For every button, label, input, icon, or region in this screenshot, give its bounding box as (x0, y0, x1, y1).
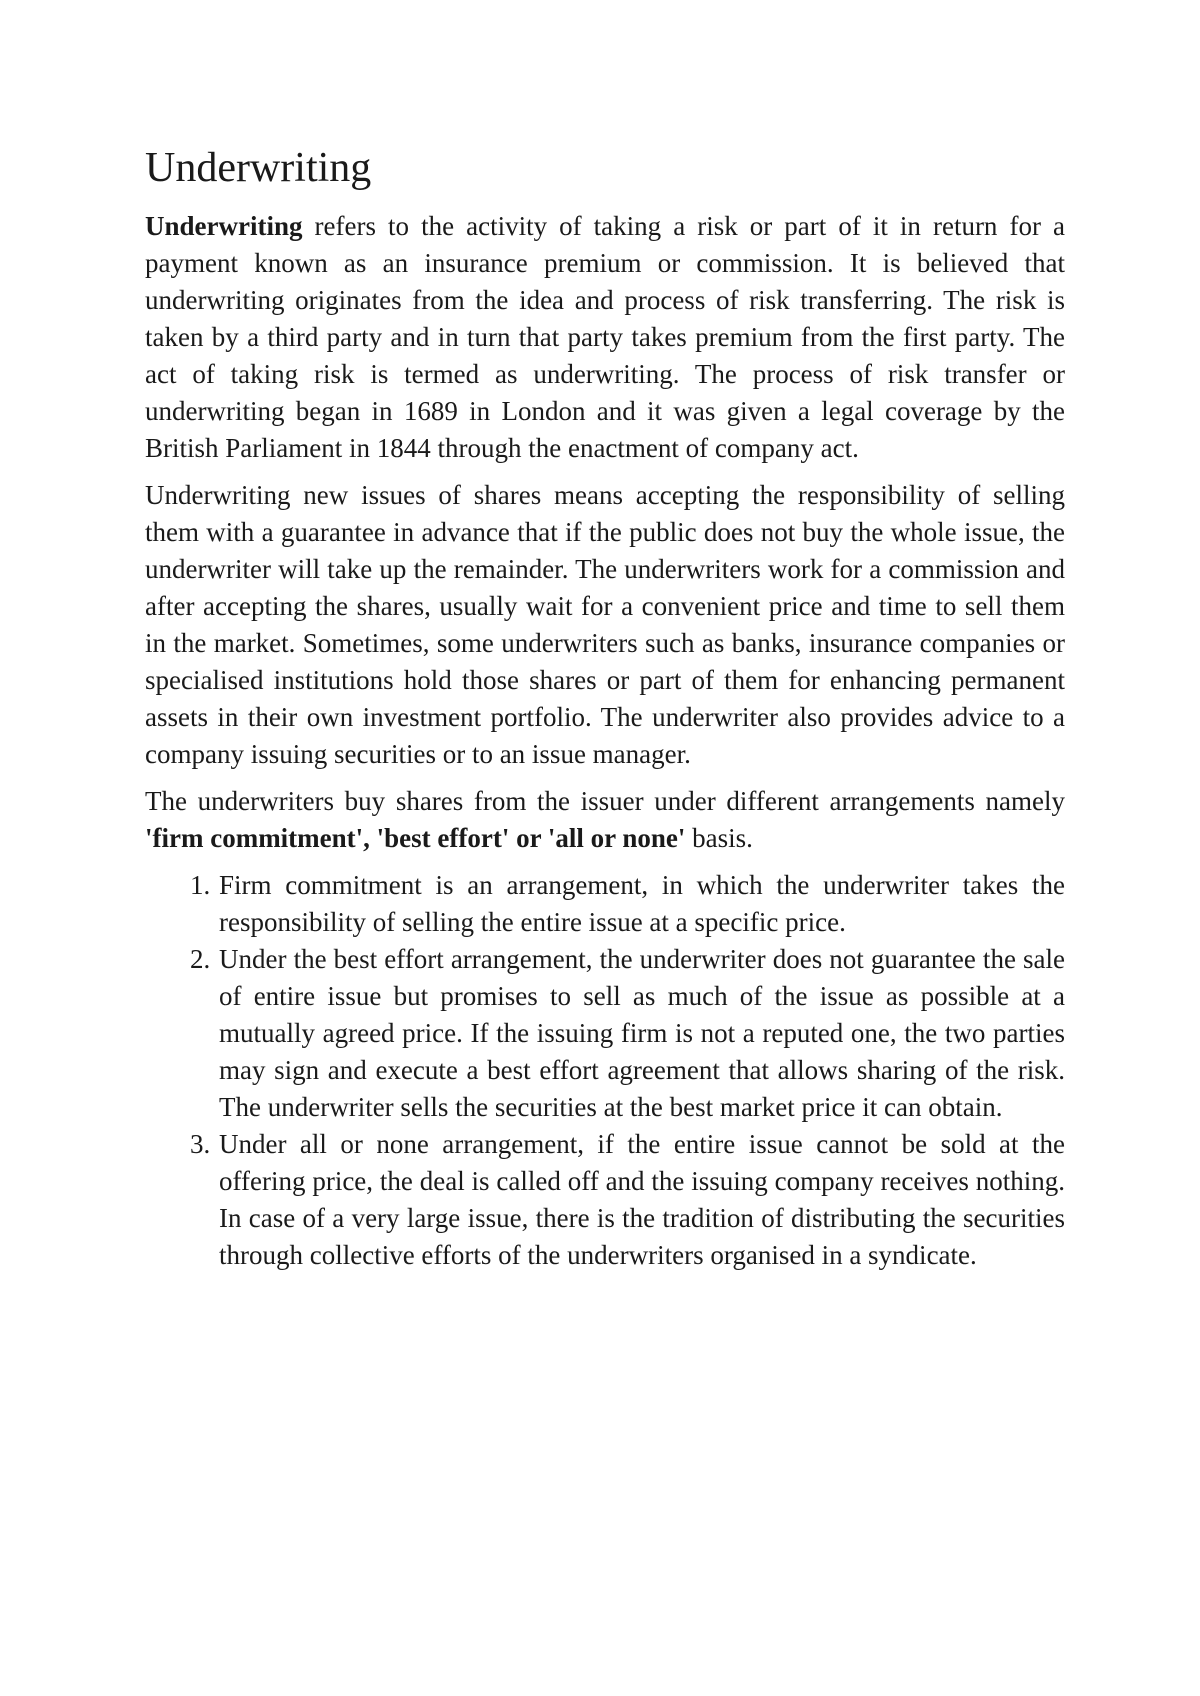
lead-term: Underwriting (145, 211, 303, 241)
document-page (145, 140, 1065, 1274)
intro-paragraph (145, 208, 1065, 467)
arrangements-list (145, 867, 1065, 1274)
intro-text: refers to the activity of taking a risk or part of it in return for a payment known as an insurance premium or commission. It is believed that underwriting originates from the idea and process of risk transferring. The risk is taken by a third party and in turn that party takes premium from the first party. The act of taking risk is termed as underwriting. The process of risk transfer or underwriting began in 1689 in London and it was given a legal coverage by the British Parliament in 1844 through the enactment of company act. (145, 211, 1065, 463)
arrangements-text-before: The underwriters buy shares from the issuer under different arrangements namely (145, 786, 1065, 816)
list-item: 1. Firm commitment is an arrangement, in which the underwriter takes the responsibility of selling the entire issue at a specific price. (217, 867, 1065, 941)
arrangements-bold-terms: 'firm commitment', 'best effort' or 'all or none' (145, 823, 686, 853)
arrangements-text-after: basis. (685, 823, 753, 853)
list-item: 2. Under the best effort arrangement, the underwriter does not guarantee the sale of entire issue but promises to sell as much of the issue as possible at a mutually agreed price. If the issuing firm is not a reputed one, the two parties may sign and execute a best effort agreement that allows sharing of the risk. The underwriter sells the securities at the best market price it can obtain. (217, 941, 1065, 1126)
arrangements-paragraph (145, 783, 1065, 857)
shares-paragraph: Underwriting new issues of shares means accepting the responsibility of selling them with a guarantee in advance that if the public does not buy the whole issue, the underwriter will take up the remainder. The underwriters work for a commission and after accepting the shares, usually wait for a convenient price and time to sell them in the market. Sometimes, some underwriters such as banks, insurance companies or specialised institutions hold those shares or part of them for enhancing permanent assets in their own investment portfolio. The underwriter also provides advice to a company issuing securities or to an issue manager. (145, 480, 1065, 769)
list-item: 3. Under all or none arrangement, if the entire issue cannot be sold at the offering price, the deal is called off and the issuing company receives nothing. In case of a very large issue, there is the tradition of distributing the securities through collective efforts of the underwriters organised in a syndicate. (217, 1126, 1065, 1274)
page-title: Underwriting (145, 145, 372, 191)
